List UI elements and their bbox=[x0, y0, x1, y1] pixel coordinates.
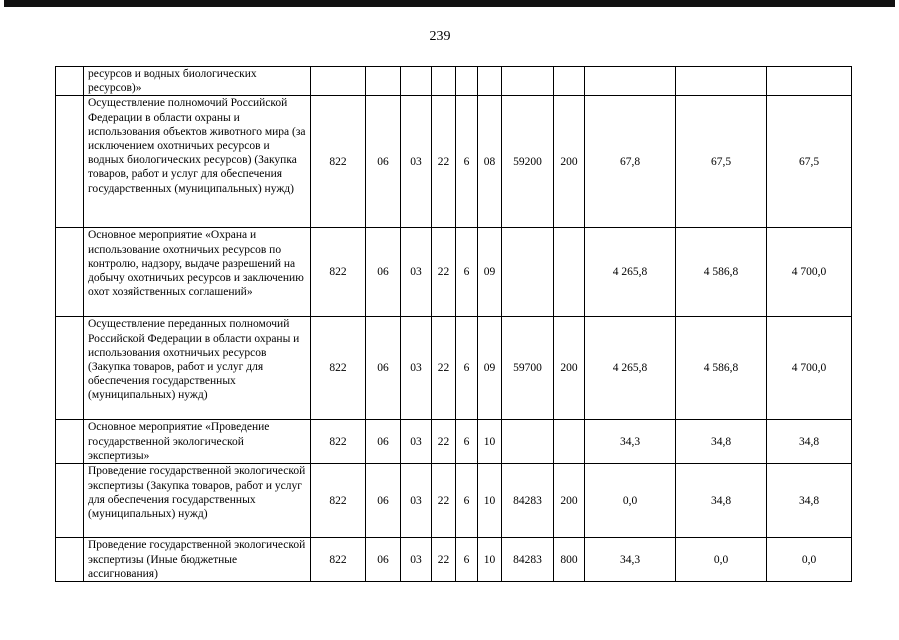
table-body bbox=[56, 67, 852, 582]
description-cell: Основное мероприятие «Охрана и использование охотничьих ресурсов по контролю, надзору, выдаче разрешений на добычу охотничьих ресурсов и заключению охот хозяйственных соглашений» bbox=[84, 228, 311, 317]
amount-year-1-cell: 67,8 bbox=[585, 96, 676, 228]
subsection-code-cell: 03 bbox=[401, 228, 432, 317]
ministry-code-cell: 822 bbox=[311, 538, 366, 582]
direction-code-cell bbox=[502, 420, 554, 464]
section-code-cell: 06 bbox=[366, 228, 401, 317]
amount-year-3-cell: 34,8 bbox=[767, 464, 852, 538]
section-code-cell: 06 bbox=[366, 96, 401, 228]
program-code-cell: 22 bbox=[432, 228, 456, 317]
description-cell: Проведение государственной экологической экспертизы (Иные бюджетные ассигнования) bbox=[84, 538, 311, 582]
page-number: 239 bbox=[429, 29, 451, 44]
event-code-cell: 10 bbox=[478, 538, 502, 582]
table-row bbox=[56, 420, 852, 464]
direction-code-cell: 59200 bbox=[502, 96, 554, 228]
subsection-code-cell: 03 bbox=[401, 420, 432, 464]
event-code-cell: 10 bbox=[478, 464, 502, 538]
program-code-cell: 22 bbox=[432, 420, 456, 464]
expense-type-code-cell bbox=[554, 420, 585, 464]
amount-year-3-cell: 4 700,0 bbox=[767, 228, 852, 317]
row-number-cell bbox=[56, 538, 84, 582]
expense-type-code-cell bbox=[554, 67, 585, 96]
row-number-cell bbox=[56, 96, 84, 228]
event-code-cell: 08 bbox=[478, 96, 502, 228]
expense-type-code-cell: 200 bbox=[554, 464, 585, 538]
amount-year-1-cell: 34,3 bbox=[585, 420, 676, 464]
program-code-cell: 22 bbox=[432, 464, 456, 538]
expense-type-code-cell: 200 bbox=[554, 317, 585, 420]
direction-code-cell bbox=[502, 228, 554, 317]
amount-year-2-cell: 4 586,8 bbox=[676, 228, 767, 317]
table-row bbox=[56, 538, 852, 582]
section-code-cell bbox=[366, 67, 401, 96]
row-number-cell bbox=[56, 420, 84, 464]
subprogram-code-cell: 6 bbox=[456, 96, 478, 228]
amount-year-3-cell: 4 700,0 bbox=[767, 317, 852, 420]
table-row bbox=[56, 96, 852, 228]
event-code-cell: 10 bbox=[478, 420, 502, 464]
table-row bbox=[56, 317, 852, 420]
row-number-cell bbox=[56, 67, 84, 96]
amount-year-2-cell: 34,8 bbox=[676, 464, 767, 538]
budget-table bbox=[55, 66, 852, 582]
program-code-cell bbox=[432, 67, 456, 96]
amount-year-3-cell: 0,0 bbox=[767, 538, 852, 582]
amount-year-3-cell bbox=[767, 67, 852, 96]
subprogram-code-cell: 6 bbox=[456, 317, 478, 420]
section-code-cell: 06 bbox=[366, 420, 401, 464]
section-code-cell: 06 bbox=[366, 317, 401, 420]
section-code-cell: 06 bbox=[366, 538, 401, 582]
table-row bbox=[56, 464, 852, 538]
amount-year-2-cell: 67,5 bbox=[676, 96, 767, 228]
description-cell: ресурсов и водных биологических ресурсов)» bbox=[84, 67, 311, 96]
ministry-code-cell: 822 bbox=[311, 464, 366, 538]
description-cell: Осуществление полномочий Российской Федерации в области охраны и использования объектов животного мира (за исключением охотничьих ресурсов и водных биологических ресурсов) (Закупка товаров, работ и услуг для обеспечения государственных (муниципальных) нужд) bbox=[84, 96, 311, 228]
ministry-code-cell: 822 bbox=[311, 96, 366, 228]
row-number-cell bbox=[56, 228, 84, 317]
ministry-code-cell: 822 bbox=[311, 420, 366, 464]
table-row bbox=[56, 67, 852, 96]
top-border-bar bbox=[4, 0, 895, 7]
subsection-code-cell: 03 bbox=[401, 96, 432, 228]
program-code-cell: 22 bbox=[432, 96, 456, 228]
amount-year-1-cell bbox=[585, 67, 676, 96]
amount-year-1-cell: 0,0 bbox=[585, 464, 676, 538]
direction-code-cell bbox=[502, 67, 554, 96]
event-code-cell: 09 bbox=[478, 317, 502, 420]
subsection-code-cell: 03 bbox=[401, 464, 432, 538]
expense-type-code-cell: 200 bbox=[554, 96, 585, 228]
amount-year-1-cell: 4 265,8 bbox=[585, 228, 676, 317]
program-code-cell: 22 bbox=[432, 538, 456, 582]
amount-year-3-cell: 67,5 bbox=[767, 96, 852, 228]
direction-code-cell: 59700 bbox=[502, 317, 554, 420]
amount-year-2-cell bbox=[676, 67, 767, 96]
direction-code-cell: 84283 bbox=[502, 464, 554, 538]
amount-year-2-cell: 4 586,8 bbox=[676, 317, 767, 420]
subprogram-code-cell bbox=[456, 67, 478, 96]
description-cell: Проведение государственной экологической экспертизы (Закупка товаров, работ и услуг для обеспечения государственных (муниципальных) нужд) bbox=[84, 464, 311, 538]
subprogram-code-cell: 6 bbox=[456, 464, 478, 538]
row-number-cell bbox=[56, 317, 84, 420]
ministry-code-cell: 822 bbox=[311, 228, 366, 317]
description-cell: Осуществление переданных полномочий Российской Федерации в области охраны и использования охотничьих ресурсов (Закупка товаров, работ и услуг для обеспечения государственных (муниципальных) нужд) bbox=[84, 317, 311, 420]
ministry-code-cell bbox=[311, 67, 366, 96]
event-code-cell: 09 bbox=[478, 228, 502, 317]
program-code-cell: 22 bbox=[432, 317, 456, 420]
table-row bbox=[56, 228, 852, 317]
amount-year-1-cell: 4 265,8 bbox=[585, 317, 676, 420]
row-number-cell bbox=[56, 464, 84, 538]
subsection-code-cell bbox=[401, 67, 432, 96]
amount-year-1-cell: 34,3 bbox=[585, 538, 676, 582]
amount-year-2-cell: 34,8 bbox=[676, 420, 767, 464]
section-code-cell: 06 bbox=[366, 464, 401, 538]
expense-type-code-cell: 800 bbox=[554, 538, 585, 582]
subprogram-code-cell: 6 bbox=[456, 538, 478, 582]
ministry-code-cell: 822 bbox=[311, 317, 366, 420]
description-cell: Основное мероприятие «Проведение государственной экологической экспертизы» bbox=[84, 420, 311, 464]
event-code-cell bbox=[478, 67, 502, 96]
direction-code-cell: 84283 bbox=[502, 538, 554, 582]
subsection-code-cell: 03 bbox=[401, 538, 432, 582]
amount-year-3-cell: 34,8 bbox=[767, 420, 852, 464]
subprogram-code-cell: 6 bbox=[456, 420, 478, 464]
subprogram-code-cell: 6 bbox=[456, 228, 478, 317]
amount-year-2-cell: 0,0 bbox=[676, 538, 767, 582]
expense-type-code-cell bbox=[554, 228, 585, 317]
subsection-code-cell: 03 bbox=[401, 317, 432, 420]
